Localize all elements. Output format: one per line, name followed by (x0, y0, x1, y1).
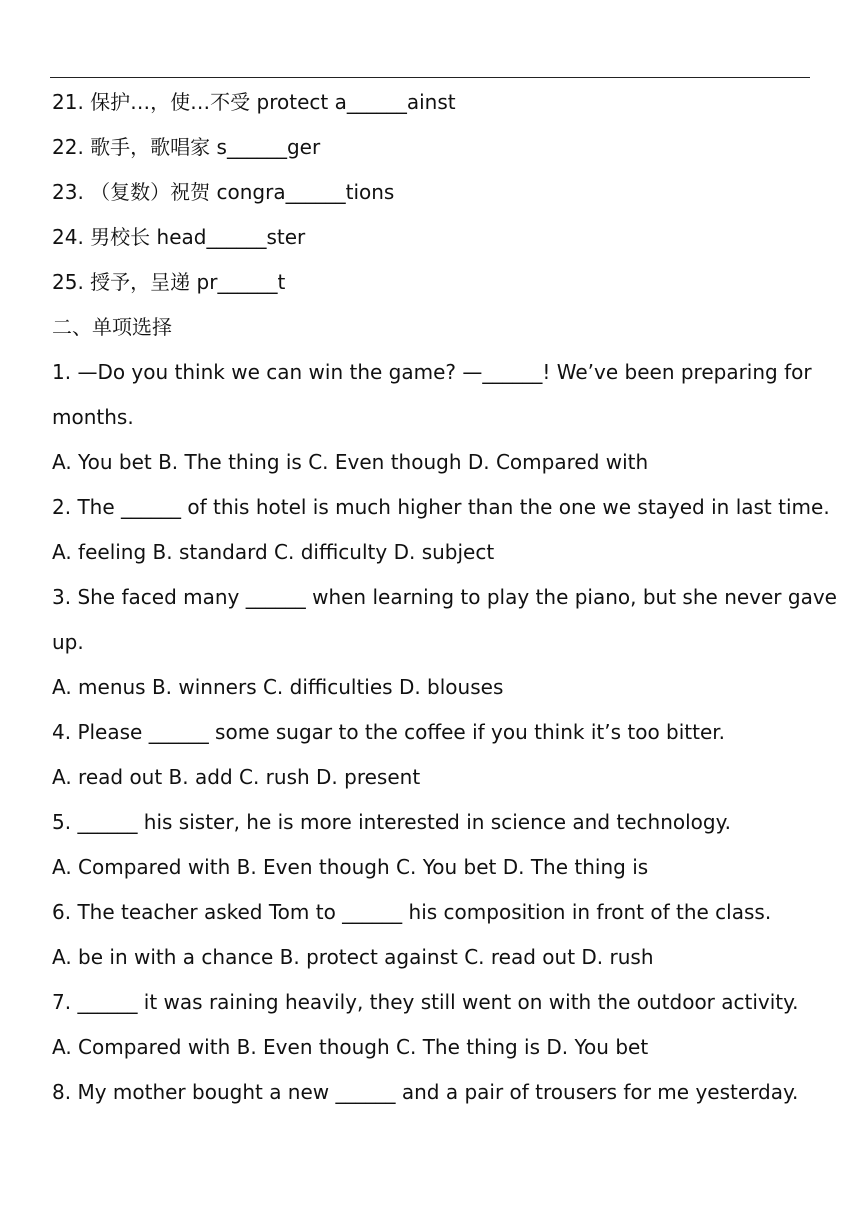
question-1-stem-line-1: 1. —Do you think we can win the game? —______! We’ve been preparing for (52, 360, 812, 384)
question-3-stem-line-1: 3. She faced many ______ when learning to play the piano, but she never gave (52, 585, 837, 609)
question-1-stem-line-2: months. (52, 405, 134, 429)
question-7-options: A. Compared with B. Even though C. The thing is D. You bet (52, 1035, 649, 1059)
question-3-options: A. menus B. winners C. difficulties D. blouses (52, 675, 504, 699)
question-2-options: A. feeling B. standard C. difficulty D. subject (52, 540, 495, 564)
question-6-stem: 6. The teacher asked Tom to ______ his composition in front of the class. (52, 900, 772, 924)
vocab-item-23: 23. （复数）祝贺 congra______tions (52, 180, 395, 204)
worksheet-content (52, 80, 837, 1115)
question-5-stem: 5. ______ his sister, he is more interested in science and technology. (52, 810, 731, 834)
question-1-options: A. You bet B. The thing is C. Even though D. Compared with (52, 450, 649, 474)
vocab-item-21: 21. 保护…，使…不受 protect a______ainst (52, 90, 456, 114)
vocab-item-22: 22. 歌手，歌唱家 s______ger (52, 135, 321, 159)
question-8-stem: 8. My mother bought a new ______ and a pair of trousers for me yesterday. (52, 1080, 799, 1104)
header-rule (50, 77, 810, 78)
vocab-item-24: 24. 男校长 head______ster (52, 225, 306, 249)
question-7-stem: 7. ______ it was raining heavily, they still went on with the outdoor activity. (52, 990, 799, 1014)
vocab-item-25: 25. 授予，呈递 pr______t (52, 270, 286, 294)
question-3-stem-line-2: up. (52, 630, 84, 654)
section-heading-multiple-choice: 二、单项选择 (52, 315, 172, 339)
question-6-options: A. be in with a chance B. protect against C. read out D. rush (52, 945, 654, 969)
question-2-stem: 2. The ______ of this hotel is much higher than the one we stayed in last time. (52, 495, 830, 519)
question-4-stem: 4. Please ______ some sugar to the coffee if you think it’s too bitter. (52, 720, 726, 744)
question-5-options: A. Compared with B. Even though C. You bet D. The thing is (52, 855, 649, 879)
question-4-options: A. read out B. add C. rush D. present (52, 765, 421, 789)
